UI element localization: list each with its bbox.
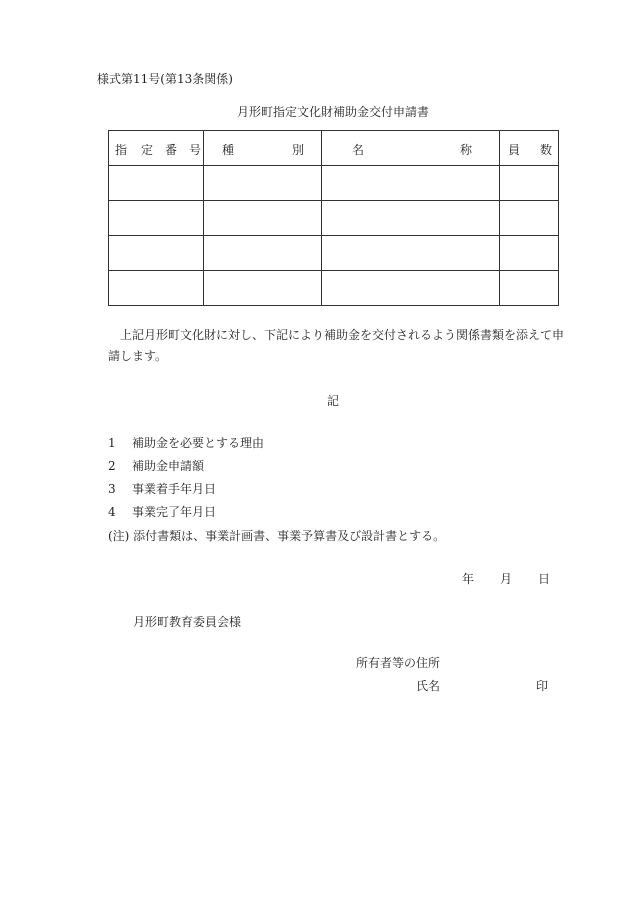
table-row xyxy=(109,271,559,306)
cell-count[interactable] xyxy=(500,166,559,201)
cell-designation-number[interactable] xyxy=(109,236,204,271)
cell-name[interactable] xyxy=(322,166,500,201)
date-month-label: 月 xyxy=(500,572,513,586)
table-row xyxy=(109,166,559,201)
cell-designation-number[interactable] xyxy=(109,166,204,201)
cell-count[interactable] xyxy=(500,201,559,236)
cell-type[interactable] xyxy=(204,166,322,201)
list-item xyxy=(108,434,264,451)
item-number: 1 xyxy=(108,436,116,450)
cultural-property-table xyxy=(108,130,559,306)
form-number: 様式第11号(第13条関係) xyxy=(97,72,233,86)
item-number: 4 xyxy=(108,505,116,519)
document-title: 月形町指定文化財補助金交付申請書 xyxy=(236,105,429,119)
cell-type[interactable] xyxy=(204,201,322,236)
header-char: 称 xyxy=(460,143,473,157)
item-text: 補助金を必要とする理由 xyxy=(132,436,265,450)
cell-count[interactable] xyxy=(500,271,559,306)
cell-designation-number[interactable] xyxy=(109,201,204,236)
header-char: 員 xyxy=(508,143,521,157)
table-row xyxy=(109,236,559,271)
header-char: 号 xyxy=(189,143,202,157)
cell-designation-number[interactable] xyxy=(109,271,204,306)
cell-type[interactable] xyxy=(204,236,322,271)
cell-name[interactable] xyxy=(322,236,500,271)
header-char: 定 xyxy=(141,143,154,157)
header-char: 種 xyxy=(222,143,235,157)
record-heading: 記 xyxy=(327,394,340,408)
item-text: 補助金申請額 xyxy=(132,459,205,473)
header-type xyxy=(204,131,322,166)
header-name xyxy=(322,131,500,166)
cell-count[interactable] xyxy=(500,236,559,271)
list-item xyxy=(108,457,204,474)
date-line xyxy=(462,570,550,587)
header-count xyxy=(500,131,559,166)
cell-type[interactable] xyxy=(204,271,322,306)
addressee: 月形町教育委員会様 xyxy=(133,615,242,629)
date-day-label: 日 xyxy=(538,572,551,586)
header-char: 別 xyxy=(292,143,305,157)
item-number: 3 xyxy=(108,482,116,496)
item-text: 事業完了年月日 xyxy=(132,505,217,519)
cell-name[interactable] xyxy=(322,271,500,306)
application-statement: 上記月形町文化財に対し、下記により補助金を交付されるよう関係書類を添えて申請します。 xyxy=(108,328,565,363)
header-char: 指 xyxy=(115,143,128,157)
header-designation-number xyxy=(109,131,204,166)
list-item xyxy=(108,480,216,497)
seal-label: 印 xyxy=(536,679,549,693)
header-char: 番 xyxy=(165,143,178,157)
table-header-row xyxy=(109,131,559,166)
date-year-label: 年 xyxy=(462,572,475,586)
header-char: 名 xyxy=(352,143,365,157)
table-row xyxy=(109,201,559,236)
attachment-note: (注) 添付書類は、事業計画書、事業予算書及び設計書とする。 xyxy=(108,529,446,543)
cell-name[interactable] xyxy=(322,201,500,236)
item-text: 事業着手年月日 xyxy=(132,482,217,496)
item-number: 2 xyxy=(108,459,116,473)
applicant-name-label: 氏名 xyxy=(416,679,441,693)
header-char: 数 xyxy=(540,143,553,157)
list-item xyxy=(108,503,216,520)
applicant-address-label: 所有者等の住所 xyxy=(356,656,441,670)
